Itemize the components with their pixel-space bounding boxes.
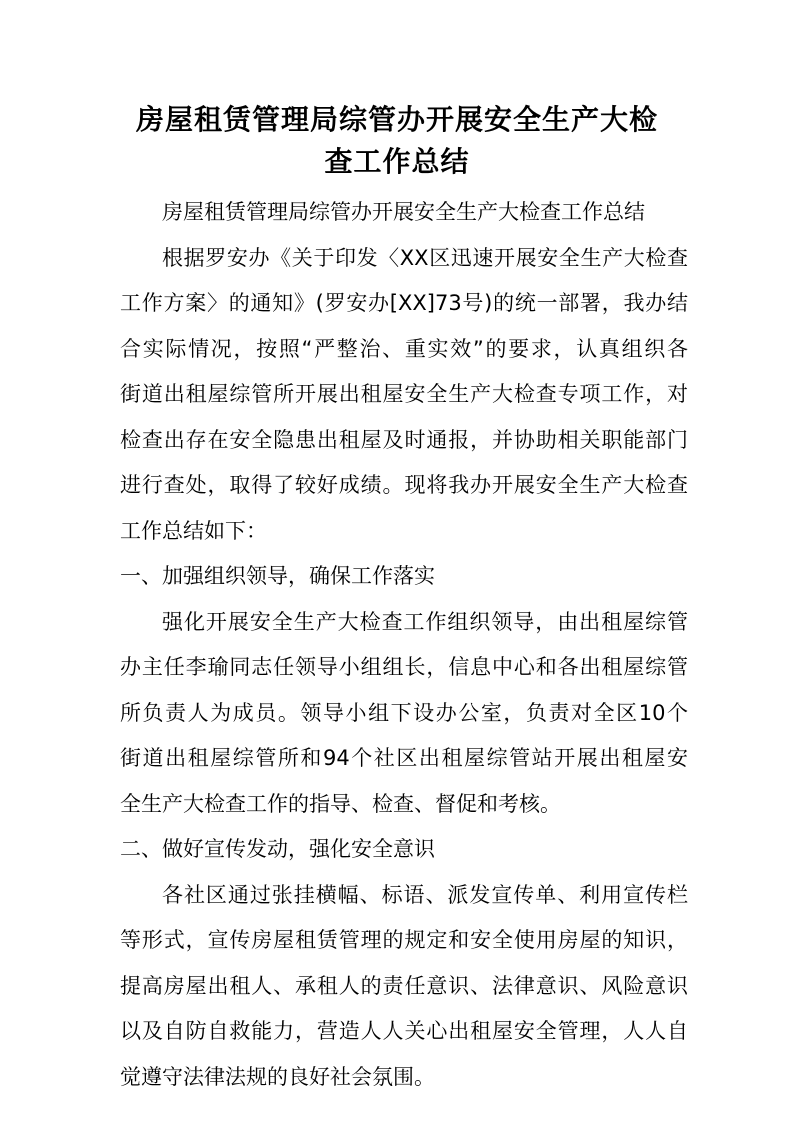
paragraph-line: 街道出租屋综管所开展出租屋安全生产大检查专项工作，对 [120,382,688,406]
paragraph-line: 以及自防自救能力，营造人人关心出租屋安全管理，人人自 [120,1019,688,1043]
document-body [120,190,688,1100]
subtitle-line: 房屋租赁管理局综管办开展安全生产大检查工作总结 [162,200,645,224]
paragraph-line: 提高房屋出租人、承租人的责任意识、法律意识、风险意识 [120,973,688,998]
paragraph-line: 根据罗安办《关于印发〈XX区迅速开展安全生产大检查 [162,245,688,270]
paragraph-line: 觉遵守法律法规的良好社会氛围。 [120,1064,435,1089]
paragraph-line: 进行查处，取得了较好成绩。现将我办开展安全生产大检查 [120,473,688,497]
document-title-line-1: 房屋租赁管理局综管办开展安全生产大检 [135,103,658,136]
paragraph-line: 合实际情况，按照“严整治、重实效”的要求，认真组织各 [120,336,688,361]
paragraph-line: 强化开展安全生产大检查工作组织领导，由出租屋综管 [162,609,688,634]
paragraph-line: 全生产大检查工作的指导、检查、督促和考核。 [120,791,561,816]
paragraph-line: 街道出租屋综管所和94个社区出租屋综管站开展出租屋安 [120,746,688,770]
paragraph-line: 等形式，宣传房屋租赁管理的规定和安全使用房屋的知识， [120,928,688,952]
section-heading-2: 二、做好宣传发动，强化安全意识 [120,837,435,861]
paragraph-line: 检查出存在安全隐患出租屋及时通报，并协助相关职能部门 [120,427,688,452]
paragraph-line: 工作方案〉的通知》(罗安办[XX]73号)的统一部署，我办结 [120,291,688,315]
section-heading-1: 一、加强组织领导，确保工作落实 [120,564,435,588]
paragraph-line: 办主任李瑜同志任领导小组组长，信息中心和各出租屋综管 [120,655,688,679]
paragraph-line: 工作总结如下： [120,518,267,543]
paragraph-line: 各社区通过张挂横幅、标语、派发宣传单、利用宣传栏 [162,882,688,907]
paragraph-line: 所负责人为成员。领导小组下设办公室，负责对全区10个 [120,700,688,725]
document-title-line-2: 查工作总结 [324,145,470,178]
